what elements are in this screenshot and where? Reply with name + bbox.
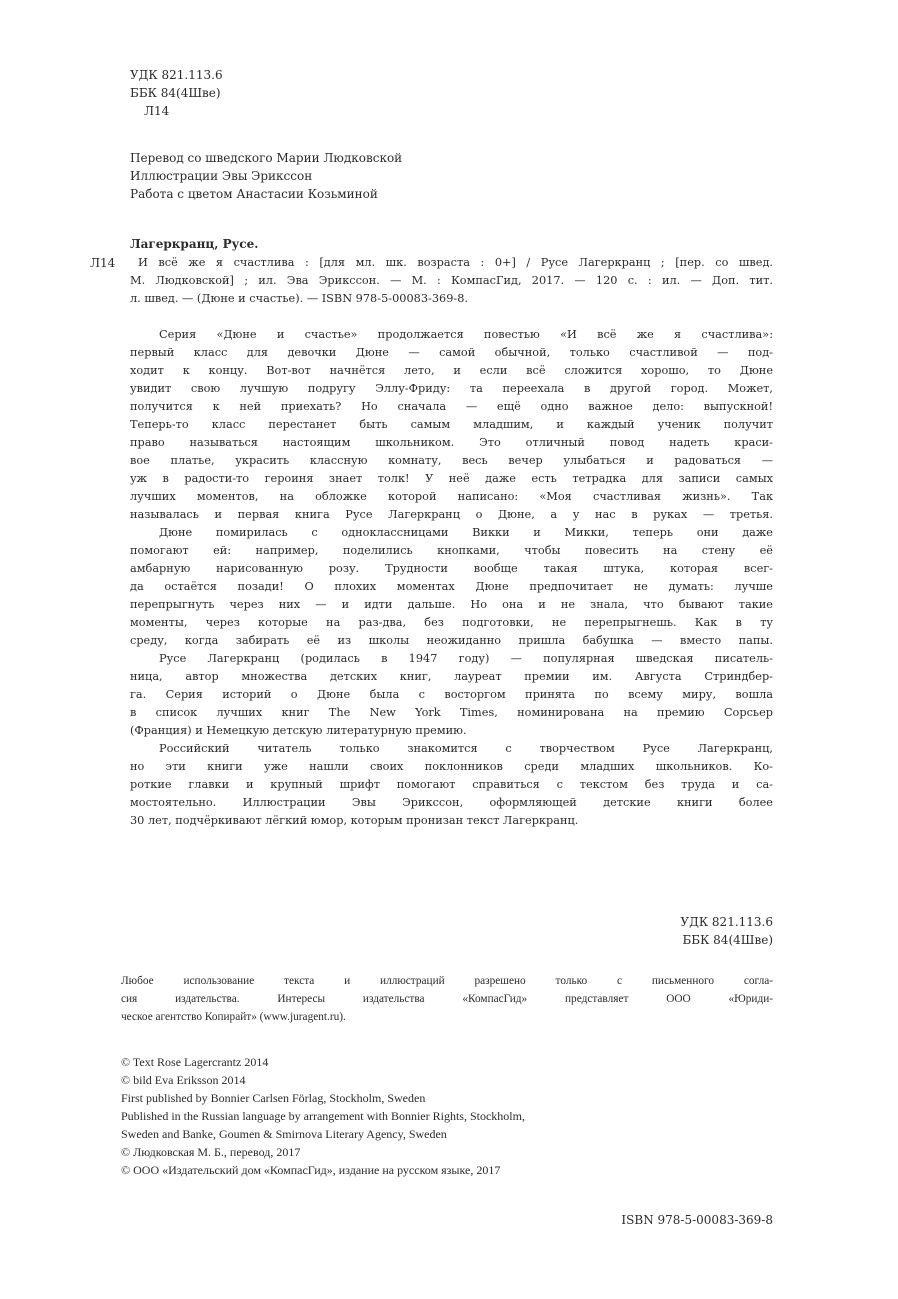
annotation-line: получится к ней приехать? Но сначала — ещё одно важное дело: выпускной!	[130, 400, 773, 413]
credits	[130, 149, 402, 203]
annotation-line: среду, когда забирать её из школы неожиданно пришла бабушка — вместо папы.	[130, 634, 773, 647]
bibliographic-code: Л14	[90, 256, 116, 270]
annotation-line: мостоятельно. Иллюстрации Эвы Эрикссон, оформляющей детские книги более	[130, 796, 773, 809]
annotation-paragraph	[130, 740, 773, 830]
annotation-line: 30 лет, подчёркивают лёгкий юмор, которым пронизан текст Лагеркранц.	[130, 814, 579, 827]
annotation-line: перепрыгнуть через них — и идти дальше. Но она и не знала, что бывают такие	[130, 598, 773, 611]
annotation-paragraph	[130, 524, 773, 650]
annotation-line: помогают ей: например, поделились кнопками, чтобы повесить на стену её	[130, 544, 773, 557]
annotation-line: в список лучших книг The New York Times, номинирована на премию Сорсьер	[130, 706, 773, 719]
annotation-line: Теперь-то класс перестанет быть самым младшим, и каждый ученик получит	[130, 418, 773, 431]
annotation-line: но эти книги уже нашли своих поклонников среди младших школьников. Ко-	[130, 760, 773, 773]
copyright-block	[121, 1053, 525, 1179]
annotation-line: Дюне помирилась с одноклассницами Викки и Микки, теперь они даже	[159, 526, 773, 539]
annotation-line: ница, автор множества детских книг, лауреат премии им. Августа Стриндбер-	[130, 670, 773, 683]
bbk-code: ББК 84(4Шве)	[682, 933, 773, 947]
copyright-line: Published in the Russian language by arrangement with Bonnier Rights, Stockholm,	[121, 1109, 525, 1123]
annotation-line: амбарную нарисованную розу. Трудности вообще такая штука, которая всег-	[130, 562, 773, 575]
annotation-line: га. Серия историй о Дюне была с восторгом принята по всему миру, вошла	[130, 688, 773, 701]
rights-notice	[121, 972, 773, 1026]
isbn: ISBN 978-5-00083-369-8	[621, 1213, 773, 1227]
annotation-line: моменты, через которые на раз-два, без подготовки, не перепрыгнешь. Как в ту	[130, 616, 773, 629]
bib-line: л. швед. — (Дюне и счастье). — ISBN 978-5-00083-369-8.	[130, 292, 468, 305]
annotation-line: уж в радости-то героиня знает толк! У неё даже есть тетрадка для записи самых	[130, 472, 773, 485]
bib-line: М. Людковской] ; ил. Эва Эрикссон. — М. : КомпасГид, 2017. — 120 с. : ил. — Доп. тит.	[130, 274, 773, 287]
classification-top	[130, 66, 223, 120]
annotation-line: называлась и первая книга Русе Лагеркранц о Дюне, а у нас в руках — третья.	[130, 508, 773, 521]
annotation-line: увидит свою лучшую подругу Эллу-Фриду: та переехала в другой город. Может,	[130, 382, 773, 395]
copyright-line: © bild Eva Eriksson 2014	[121, 1073, 246, 1087]
bbk-code: ББК 84(4Шве)	[130, 86, 221, 100]
copyright-line: © Людковская М. Б., перевод, 2017	[121, 1145, 301, 1159]
annotation-line: лучших моментов, на обложке которой написано: «Моя счастливая жизнь». Так	[130, 490, 773, 503]
annotation-line: Российский читатель только знакомится с творчеством Русе Лагеркранц,	[159, 742, 773, 755]
annotation	[130, 326, 773, 830]
copyright-line: © Text Rose Lagercrantz 2014	[121, 1055, 269, 1069]
udk-code: УДК 821.113.6	[680, 915, 773, 929]
color-credit: Работа с цветом Анастасии Козьминой	[130, 187, 378, 201]
author-heading: Лагеркранц, Русе.	[130, 237, 259, 251]
annotation-line: Русе Лагеркранц (родилась в 1947 году) — популярная шведская писатель-	[159, 652, 773, 665]
annotation-line: вое платье, украсить классную комнату, весь вечер улыбаться и радоваться —	[130, 454, 773, 467]
annotation-line: да остаётся позади! О плохих моментах Дюне предпочитает не думать: лучше	[130, 580, 773, 593]
annotation-line: Серия «Дюне и счастье» продолжается повестью «И всё же я счастлива»:	[159, 328, 773, 341]
annotation-paragraph	[130, 650, 773, 740]
illustrator-credit: Иллюстрации Эвы Эрикссон	[130, 169, 313, 183]
copyright-line: © ООО «Издательский дом «КомпасГид», издание на русском языке, 2017	[121, 1163, 501, 1177]
udk-code: УДК 821.113.6	[130, 68, 223, 82]
bibliographic-record	[130, 254, 773, 308]
annotation-line: первый класс для девочки Дюне — самой обычной, только счастливой — под-	[130, 346, 773, 359]
classification-bottom	[560, 913, 773, 949]
annotation-line: роткие главки и крупный шрифт помогают справиться с текстом без труда и са-	[130, 778, 773, 791]
annotation-line: право называться настоящим школьником. Это отличный повод надеть краси-	[130, 436, 773, 449]
copyright-line: Sweden and Banke, Goumen & Smirnova Literary Agency, Sweden	[121, 1127, 447, 1141]
copyright-line: First published by Bonnier Carlsen Förlag, Stockholm, Sweden	[121, 1091, 426, 1105]
rights-line: Любое использование текста и иллюстраций разрешено только с письменного согла-	[121, 975, 773, 987]
author-mark: Л14	[144, 104, 170, 118]
translator-credit: Перевод со шведского Марии Людковской	[130, 151, 403, 165]
rights-line: ческое агентство Копирайт» (www.juragent.ru).	[121, 1011, 346, 1023]
bib-line: И всё же я счастлива : [для мл. шк. возраста : 0+] / Русе Лагеркранц ; [пер. со швед.	[138, 256, 773, 269]
annotation-paragraph	[130, 326, 773, 524]
annotation-line: ходит к концу. Вот-вот начнётся лето, и если всё сложится хорошо, то Дюне	[130, 364, 773, 377]
rights-line: сия издательства. Интересы издательства «КомпасГид» представляет ООО «Юриди-	[121, 993, 773, 1005]
annotation-line: (Франция) и Немецкую детскую литературную премию.	[130, 724, 467, 737]
